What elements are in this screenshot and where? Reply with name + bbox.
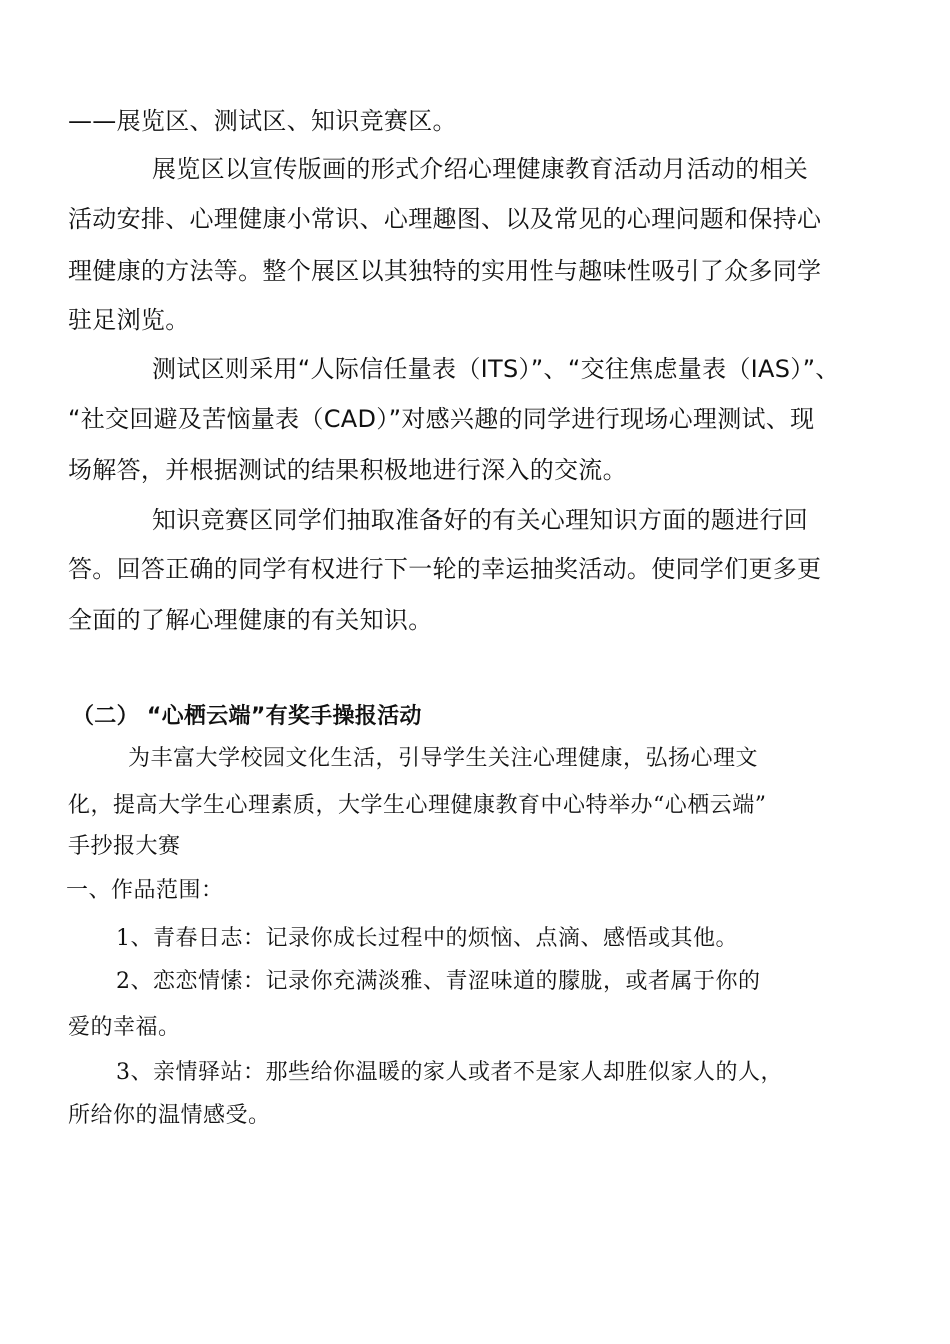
areas-intro-line: ——展览区、测试区、知识竞赛区。: [68, 107, 457, 135]
test-paragraph-line: 测试区则采用“人际信任量表（ITS）”、“交往焦虑量表（IAS）”、: [152, 355, 840, 383]
scope-title: 一、作品范围：: [66, 878, 224, 903]
test-paragraph-line: 场解答，并根据测试的结果积极地进行深入的交流。: [68, 456, 627, 484]
scope-item-line: 爱的幸福。: [68, 1015, 181, 1040]
scope-item-line: 2、恋恋情愫：记录你充满淡雅、青涩味道的朦胧，或者属于你的: [116, 969, 761, 994]
exhibit-paragraph-line: 活动安排、心理健康小常识、心理趣图、以及常见的心理问题和保持心: [68, 205, 822, 233]
contest-intro-line: 手抄报大赛: [68, 834, 181, 859]
quiz-paragraph-line: 全面的了解心理健康的有关知识。: [68, 606, 433, 634]
scope-item-line: 3、亲情驿站：那些给你温暖的家人或者不是家人却胜似家人的人，: [116, 1060, 783, 1085]
contest-intro-line: 为丰富大学校园文化生活，引导学生关注心理健康，弘扬心理文: [128, 746, 759, 771]
exhibit-paragraph-line: 展览区以宣传版画的形式介绍心理健康教育活动月活动的相关: [152, 155, 809, 183]
scope-item-line: 所给你的温情感受。: [68, 1103, 271, 1128]
quiz-paragraph-line: 答。回答正确的同学有权进行下一轮的幸运抽奖活动。使同学们更多更: [68, 555, 822, 583]
quiz-paragraph-line: 知识竞赛区同学们抽取准备好的有关心理知识方面的题进行回: [152, 506, 809, 534]
exhibit-paragraph-line: 理健康的方法等。整个展区以其独特的实用性与趣味性吸引了众多同学: [68, 257, 822, 285]
scope-item-line: 1、青春日志：记录你成长过程中的烦恼、点滴、感悟或其他。: [116, 926, 738, 951]
exhibit-paragraph-line: 驻足浏览。: [68, 306, 190, 334]
section-heading: （二） “心栖云端”有奖手操报活动: [72, 704, 422, 729]
contest-intro-line: 化，提高大学生心理素质，大学生心理健康教育中心特举办“心栖云端”: [68, 793, 767, 818]
test-paragraph-line: “社交回避及苦恼量表（CAD）”对感兴趣的同学进行现场心理测试、现: [68, 405, 815, 433]
